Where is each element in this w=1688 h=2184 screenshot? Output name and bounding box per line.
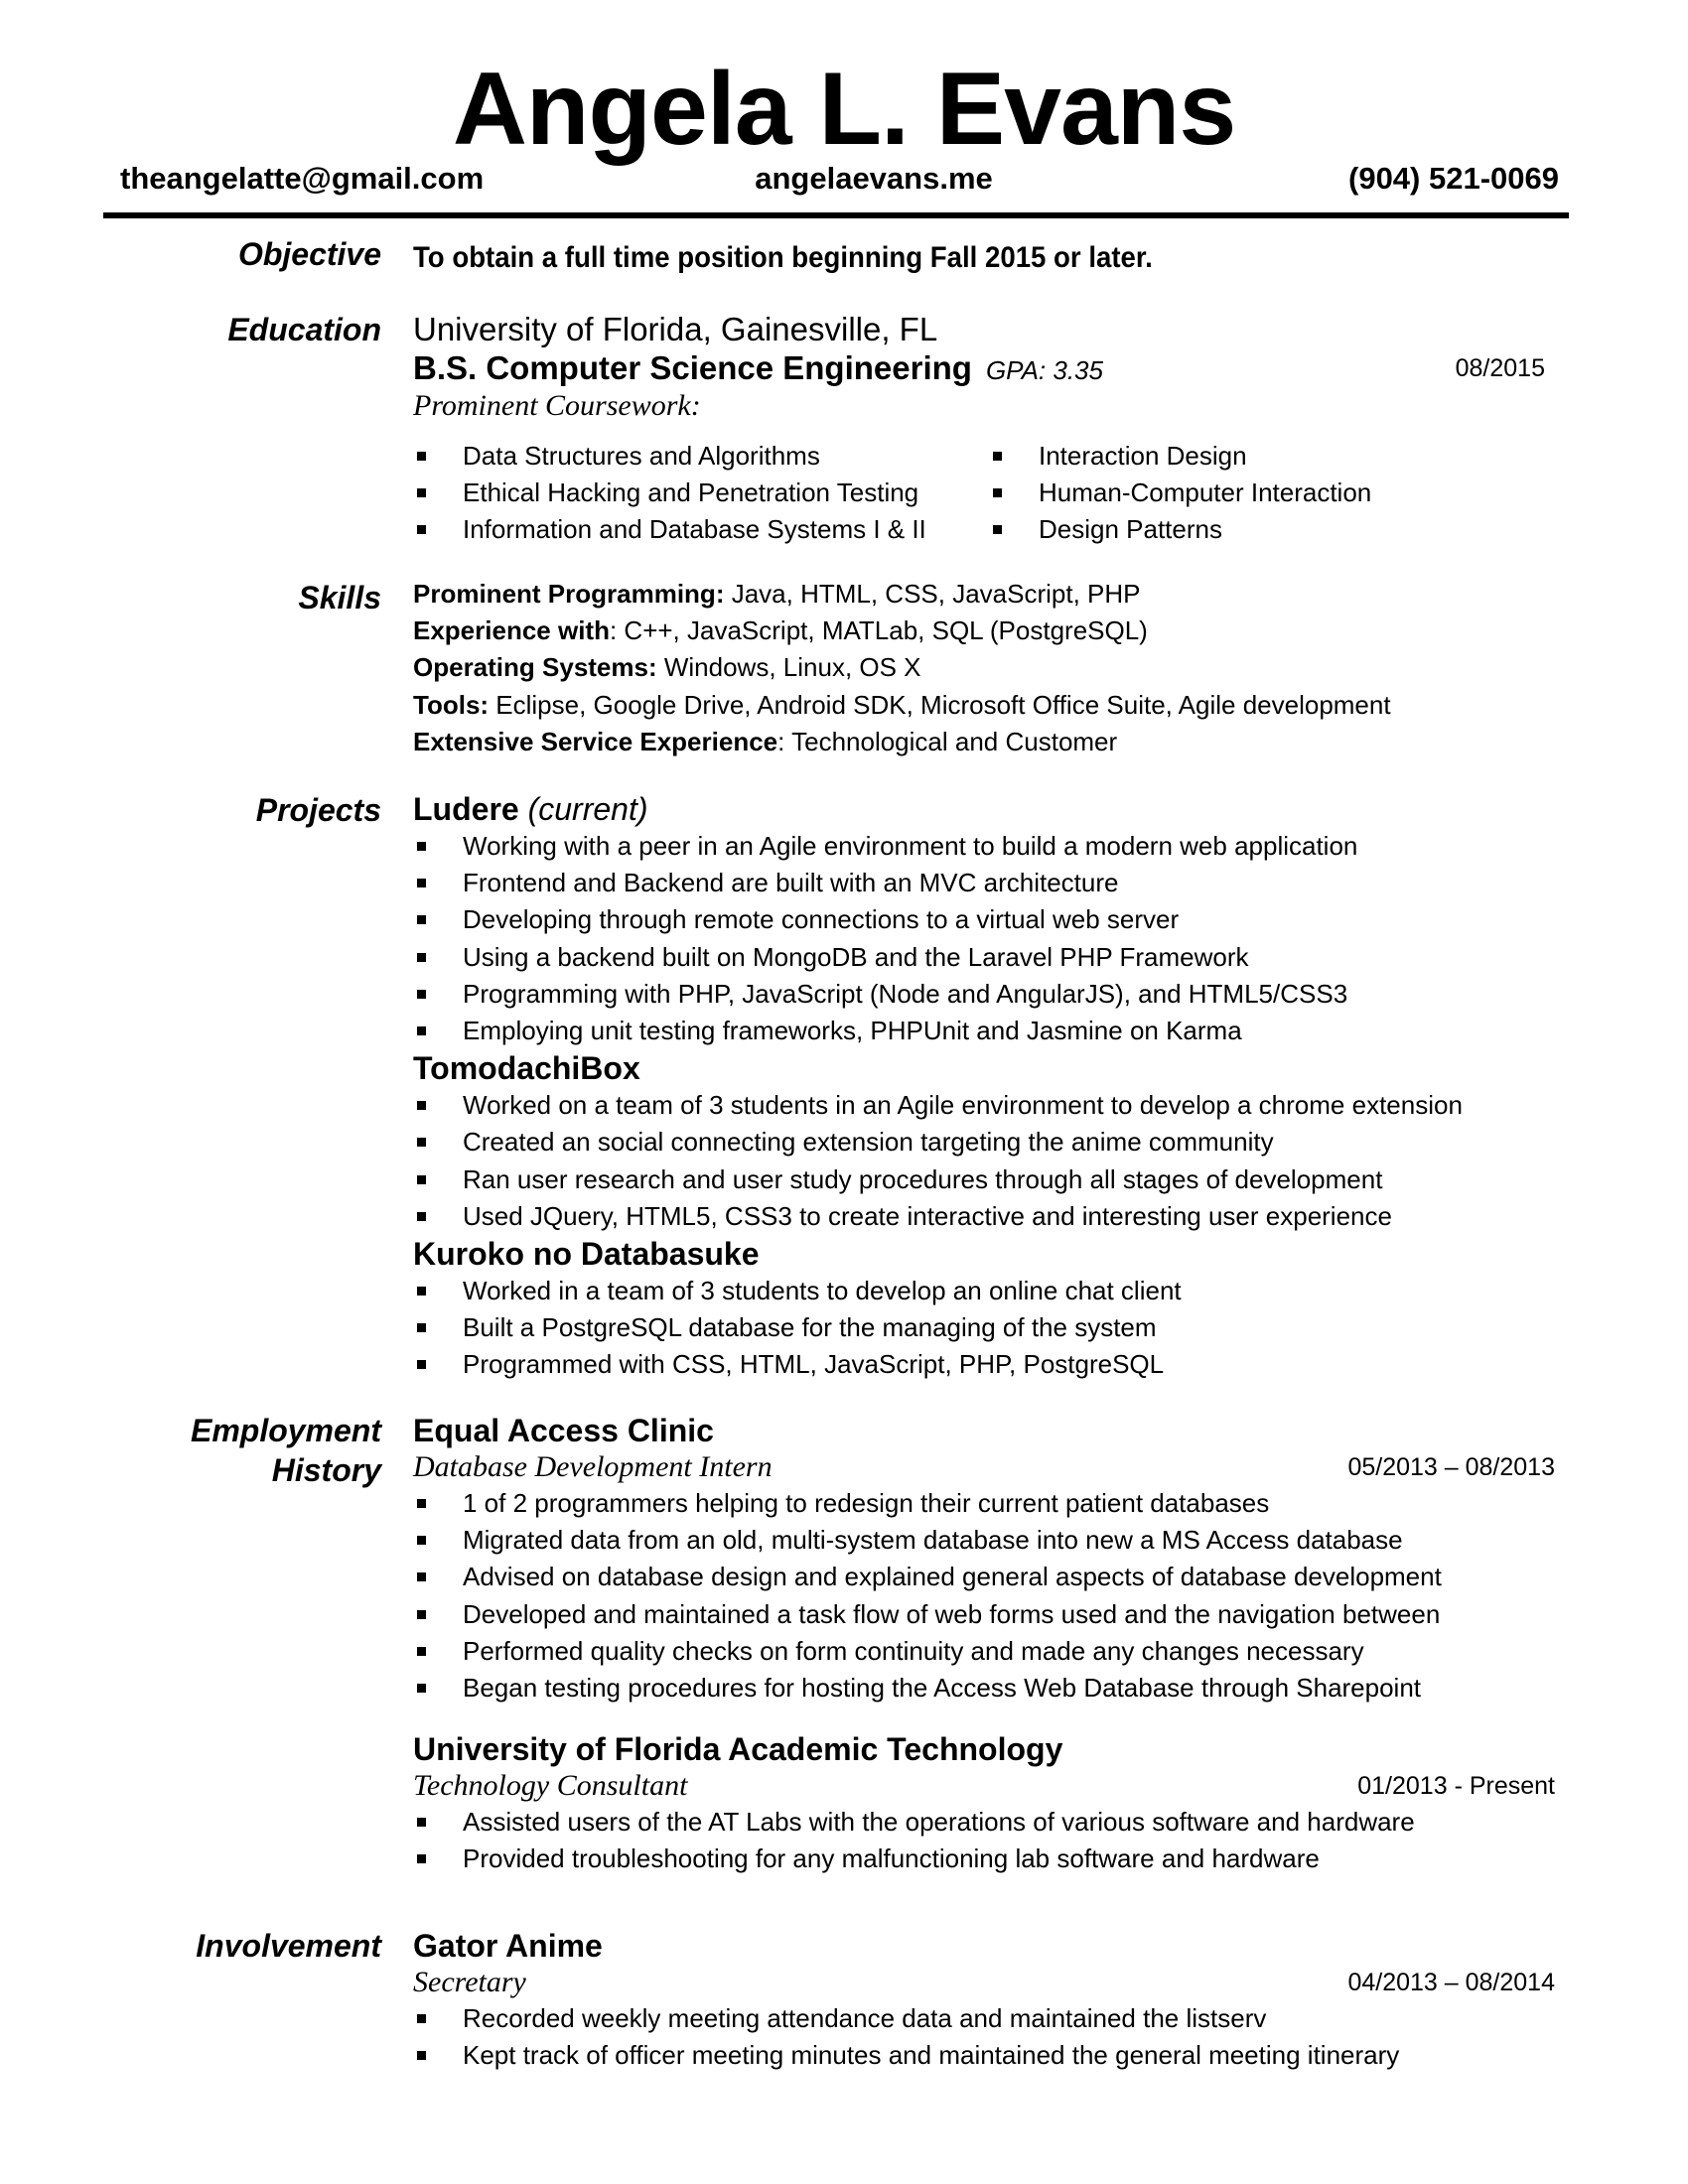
- bullet-square-icon: [417, 1854, 426, 1863]
- degree: B.S. Computer Science Engineering: [413, 349, 972, 386]
- school-name: University of Florida, Gainesville, FL: [413, 311, 938, 347]
- job-title: Database Development Intern: [413, 1450, 773, 1483]
- job-bullet: Migrated data from an old, multi-system database into new a MS Access database: [413, 1522, 1555, 1559]
- project-title: Ludere (current): [413, 791, 648, 827]
- coursework-item: Information and Database Systems I & II: [413, 511, 989, 548]
- header-divider: [103, 212, 1569, 218]
- section-label-skills: Skills: [298, 580, 381, 615]
- project-bullet: Built a PostgreSQL database for the managing of the system: [413, 1309, 1555, 1346]
- coursework-item: Interaction Design: [989, 438, 1371, 475]
- job-bullet: Began testing procedures for hosting the Access Web Database through Sharepoint: [413, 1670, 1555, 1706]
- section-label-education: Education: [227, 312, 381, 347]
- job-bullets: [413, 1485, 1555, 1706]
- skill-line: Operating Systems: Windows, Linux, OS X: [413, 652, 921, 683]
- education-section: [413, 311, 1555, 549]
- involvement-bullet: Kept track of officer meeting minutes and maintained the general meeting itinerary: [413, 2037, 1555, 2074]
- bullet-square-icon: [417, 488, 426, 497]
- job-dates: 01/2013 - Present: [1357, 1772, 1555, 1801]
- involvement-section: [413, 1927, 1555, 2074]
- skill-line: Extensive Service Experience: Technological and Customer: [413, 726, 1118, 756]
- bullet-square-icon: [417, 1026, 426, 1035]
- bullet-square-icon: [417, 2051, 426, 2060]
- project-bullet: Worked in a team of 3 students to develop an online chat client: [413, 1273, 1555, 1309]
- job-dates: 05/2013 – 08/2013: [1347, 1453, 1555, 1481]
- employment-section: [413, 1412, 1555, 1878]
- project-bullets: [413, 1273, 1555, 1384]
- project-bullets: [413, 828, 1555, 1049]
- bullet-square-icon: [417, 1212, 426, 1221]
- bullet-square-icon: [417, 1610, 426, 1619]
- coursework-item: Data Structures and Algorithms: [413, 438, 989, 475]
- section-label-projects: Projects: [255, 792, 381, 828]
- bullet-square-icon: [417, 915, 426, 924]
- involvement-role: Secretary: [413, 1966, 526, 1998]
- skill-line: Prominent Programming: Java, HTML, CSS, JavaScript, PHP: [413, 579, 1141, 609]
- job-bullets: [413, 1804, 1555, 1877]
- project-bullet: Created an social connecting extension targeting the anime community: [413, 1124, 1555, 1160]
- project-title: TomodachiBox: [413, 1050, 640, 1087]
- objective-section: [413, 238, 1555, 278]
- skill-line: Experience with: C++, JavaScript, MATLab, SQL (PostgreSQL): [413, 615, 1148, 646]
- involvement-dates: 04/2013 – 08/2014: [1347, 1969, 1555, 1996]
- projects-section: [413, 790, 1555, 1384]
- skills-section: [413, 576, 1555, 760]
- job-bullet: Developed and maintained a task flow of web forms used and the navigation between: [413, 1596, 1555, 1633]
- coursework-label: Prominent Coursework:: [413, 389, 701, 422]
- graduation-date: 08/2015: [1455, 354, 1545, 382]
- role-row: [413, 1768, 1555, 1804]
- gpa: GPA: 3.35: [985, 355, 1103, 385]
- coursework-column-right: [989, 438, 1371, 549]
- bullet-square-icon: [417, 953, 426, 962]
- job-bullet: 1 of 2 programmers helping to redesign their current patient databases: [413, 1485, 1555, 1522]
- bullet-square-icon: [417, 1647, 426, 1656]
- bullet-square-icon: [417, 1360, 426, 1369]
- bullet-square-icon: [417, 1499, 426, 1508]
- section-label-objective: Objective: [237, 236, 381, 272]
- coursework-list: [413, 438, 1555, 549]
- bullet-square-icon: [417, 1138, 426, 1147]
- project-title: Kuroko no Databasuke: [413, 1236, 760, 1273]
- organization-name: Gator Anime: [413, 1928, 603, 1964]
- bullet-square-icon: [417, 1818, 426, 1827]
- job-bullet: Advised on database design and explained general aspects of database development: [413, 1559, 1555, 1595]
- project-bullet: Ran user research and user study procedures through all stages of development: [413, 1161, 1555, 1198]
- involvement-bullets: [413, 2000, 1555, 2074]
- skill-line: Tools: Eclipse, Google Drive, Android SDK, Microsoft Office Suite, Agile development: [413, 689, 1391, 720]
- project-bullet: Working with a peer in an Agile environment to build a modern web application: [413, 828, 1555, 865]
- role-row: [413, 1965, 1555, 2000]
- coursework-item: Human-Computer Interaction: [989, 475, 1371, 511]
- job-bullet: Assisted users of the AT Labs with the operations of various software and hardware: [413, 1804, 1555, 1841]
- job-bullet: Provided troubleshooting for any malfunctioning lab software and hardware: [413, 1841, 1555, 1877]
- email-link[interactable]: theangelatte@gmail.com: [120, 161, 485, 196]
- website-link[interactable]: angelaevans.me: [755, 161, 993, 196]
- bullet-square-icon: [417, 452, 426, 461]
- project-bullet: Used JQuery, HTML5, CSS3 to create interactive and interesting user experience: [413, 1198, 1555, 1235]
- project-bullet: Worked on a team of 3 students in an Agile environment to develop a chrome extension: [413, 1087, 1555, 1124]
- job-bullet: Performed quality checks on form continuity and made any changes necessary: [413, 1633, 1555, 1670]
- project-bullet: Using a backend built on MongoDB and the Laravel PHP Framework: [413, 939, 1555, 976]
- project-bullet: Frontend and Backend are built with an MVC architecture: [413, 865, 1555, 901]
- bullet-square-icon: [417, 525, 426, 534]
- involvement-bullet: Recorded weekly meeting attendance data and maintained the listserv: [413, 2000, 1555, 2037]
- role-row: [413, 1449, 1555, 1485]
- candidate-name: Angela L. Evans: [452, 52, 1236, 167]
- bullet-square-icon: [417, 1323, 426, 1332]
- bullet-square-icon: [417, 1175, 426, 1184]
- bullet-square-icon: [993, 525, 1002, 534]
- bullet-square-icon: [993, 488, 1002, 497]
- project-bullet: Employing unit testing frameworks, PHPUnit and Jasmine on Karma: [413, 1013, 1555, 1049]
- job-title: Technology Consultant: [413, 1769, 688, 1803]
- project-bullet: Developing through remote connections to a virtual web server: [413, 901, 1555, 938]
- bullet-square-icon: [417, 879, 426, 887]
- objective-text: To obtain a full time position beginning Fall 2015 or later.: [413, 241, 1153, 274]
- section-label-involvement: Involvement: [196, 1928, 381, 1964]
- employer-name: University of Florida Academic Technology: [413, 1731, 1063, 1768]
- bullet-square-icon: [417, 2014, 426, 2023]
- bullet-square-icon: [417, 1684, 426, 1693]
- bullet-square-icon: [417, 1287, 426, 1296]
- bullet-square-icon: [417, 1572, 426, 1581]
- degree-row: [413, 348, 1555, 388]
- section-label-employment: Employment History: [190, 1413, 381, 1488]
- coursework-column-left: [413, 438, 989, 549]
- bullet-square-icon: [417, 990, 426, 999]
- bullet-square-icon: [417, 1101, 426, 1110]
- phone-number: (904) 521-0069: [1348, 161, 1559, 196]
- bullet-square-icon: [417, 842, 426, 851]
- coursework-item: Ethical Hacking and Penetration Testing: [413, 475, 989, 511]
- project-bullets: [413, 1087, 1555, 1235]
- project-bullet: Programming with PHP, JavaScript (Node and AngularJS), and HTML5/CSS3: [413, 976, 1555, 1013]
- project-bullet: Programmed with CSS, HTML, JavaScript, PHP, PostgreSQL: [413, 1346, 1555, 1383]
- bullet-square-icon: [417, 1536, 426, 1545]
- employer-name: Equal Access Clinic: [413, 1413, 714, 1448]
- bullet-square-icon: [993, 452, 1002, 461]
- coursework-item: Design Patterns: [989, 511, 1371, 548]
